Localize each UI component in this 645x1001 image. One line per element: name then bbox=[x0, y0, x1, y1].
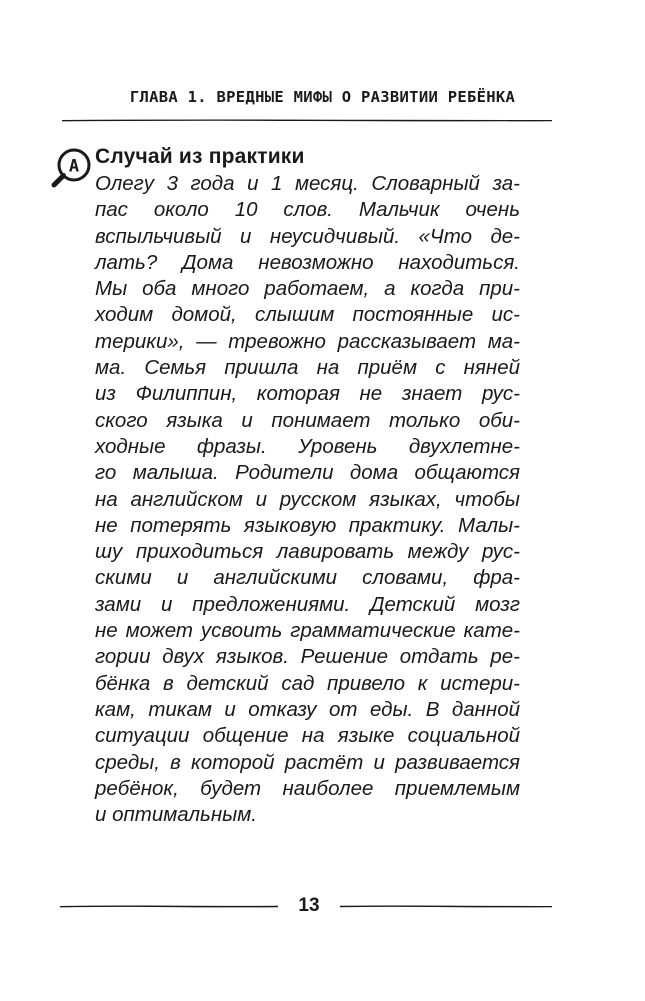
magnifier-icon-letter: A bbox=[68, 156, 80, 177]
body-line: ребёнок, будет наиболее приемлемым bbox=[95, 776, 520, 800]
footer-rule-left bbox=[60, 900, 278, 912]
body-line: ходные фразы. Уровень двухлетне- bbox=[95, 434, 520, 458]
body-line: Олегу 3 года и 1 месяц. Словарный за- bbox=[95, 172, 520, 195]
body-line: пас около 10 слов. Мальчик очень bbox=[95, 198, 520, 222]
body-line: скими и английскими словами, фра- bbox=[95, 566, 520, 590]
body-line: кам, тикам и отказу от еды. В данной bbox=[95, 697, 520, 721]
header-rule bbox=[62, 114, 552, 126]
body-line: ситуации общение на языке социальной bbox=[95, 724, 520, 748]
body-line: вспыльчивый и неусидчивый. «Что де- bbox=[95, 224, 520, 248]
body-line: ского языка и понимает только оби- bbox=[95, 408, 520, 432]
body-line: не может усвоить грамматические кате- bbox=[95, 619, 520, 643]
body-line: шу приходиться лавировать между рус- bbox=[95, 540, 520, 564]
body-line: Мы оба много работаем, а когда при- bbox=[95, 277, 520, 301]
page-number: 13 bbox=[298, 895, 320, 916]
body-line: ма. Семья пришла на приём с няней bbox=[95, 356, 520, 380]
body-line: ходим домой, слышим постоянные ис- bbox=[95, 303, 520, 327]
body-line: и оптимальным. bbox=[95, 803, 257, 827]
body-line: лать? Дома невозможно находиться. bbox=[95, 250, 520, 274]
body-line: бёнка в детский сад привело к истери- bbox=[95, 671, 520, 695]
body-line: не потерять языковую практику. Малы- bbox=[95, 513, 520, 537]
body-line: терики», — тревожно рассказывает ма- bbox=[95, 329, 520, 353]
body-line: гории двух языков. Решение отдать ре- bbox=[95, 645, 520, 669]
body-line: из Филиппин, которая не знает рус- bbox=[95, 382, 520, 406]
footer-rule-right bbox=[340, 900, 552, 912]
body-line: среды, в которой растёт и развивается bbox=[95, 750, 520, 774]
magnifier-icon bbox=[50, 146, 94, 192]
body-line: го малыша. Родители дома общаются bbox=[95, 461, 520, 485]
case-study-title: Случай из практики bbox=[95, 145, 305, 168]
case-study-body bbox=[95, 171, 520, 828]
body-line: зами и предложениями. Детский мозг bbox=[95, 592, 520, 616]
running-header: ГЛАВА 1. ВРЕДНЫЕ МИФЫ О РАЗВИТИИ РЕБЁНКА bbox=[129, 88, 516, 106]
body-line: на английском и русском языках, чтобы bbox=[95, 487, 520, 511]
